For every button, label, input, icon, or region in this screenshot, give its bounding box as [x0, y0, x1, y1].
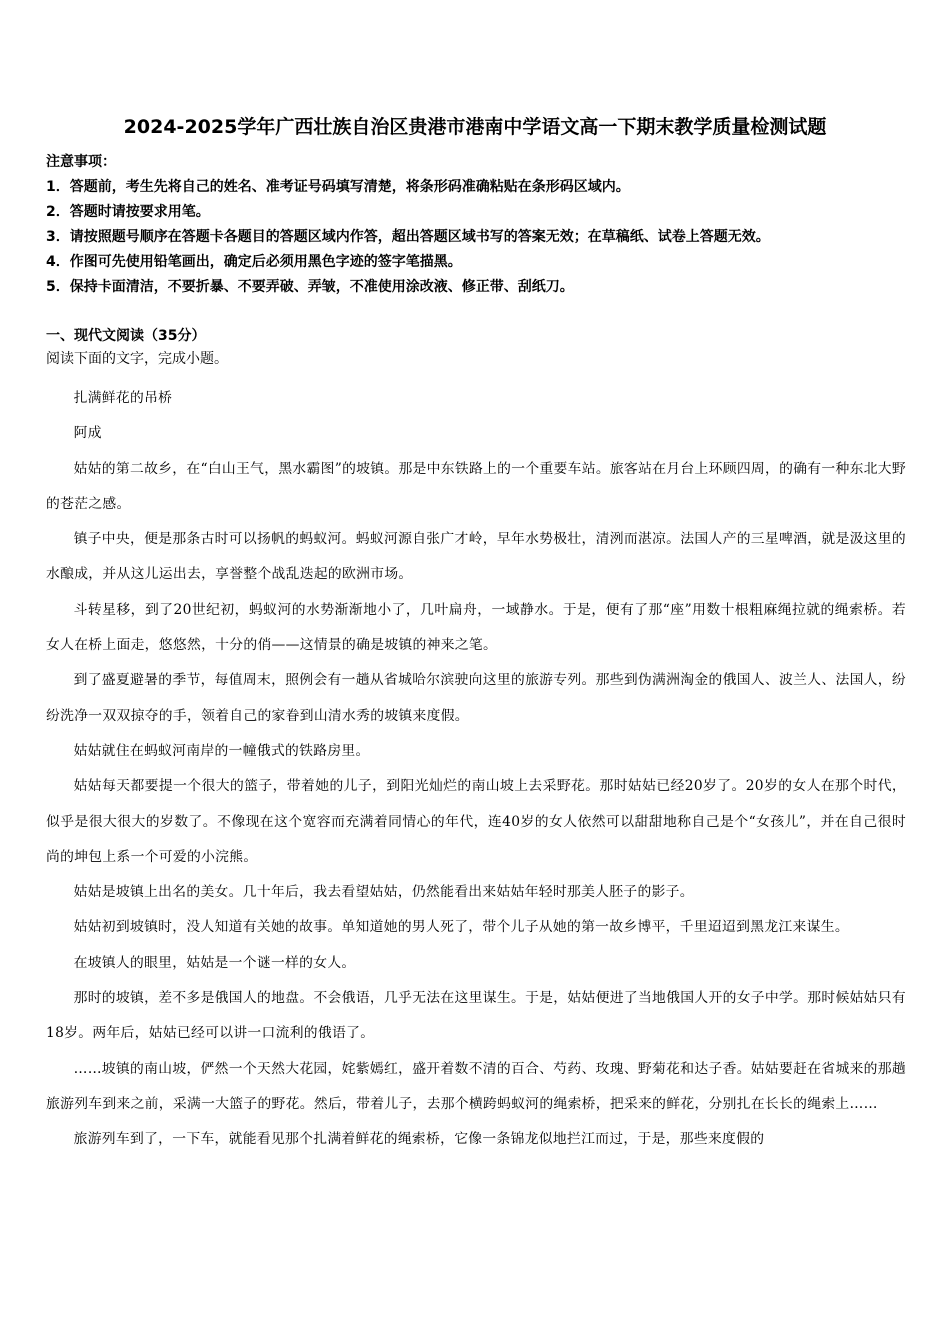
article-paragraph-7: 姑姑是坡镇上出名的美女。几十年后，我去看望姑姑，仍然能看出来姑姑年轻时那美人胚子的影子。: [73, 884, 694, 901]
article-paragraph-9: 在坡镇人的眼里，姑姑是一个谜一样的女人。: [73, 954, 356, 971]
notice-item-1: 1．答题前，考生先将自己的姓名、准考证号码填写清楚，将条形码准确粘贴在条形码区域内。: [46, 179, 630, 195]
article-title: 扎满鲜花的吊桥: [73, 390, 173, 406]
notice-item-2: 2．答题时请按要求用笔。: [46, 204, 210, 220]
notice-heading: 注意事项：: [46, 154, 116, 170]
reading-section: [46, 325, 916, 371]
notice-item-4: 4．作图可先使用铅笔画出，确定后必须用黑色字迹的签字笔描黑。: [46, 254, 462, 270]
article-paragraph-12: 旅游列车到了，一下车，就能看见那个扎满着鲜花的绳索桥，它像一条锦龙似地拦江而过，于是，那些来度假的: [73, 1131, 765, 1148]
article-author: 阿成: [73, 425, 102, 442]
article-paragraph-11: ……坡镇的南山坡，俨然一个天然大花园，姹紫嫣红，盛开着数不清的百合、芍药、玫瑰、野菊花和达子香。姑姑要赶在省城来的那趟旅游列车到来之前，采满一大篮子的野花。然后，带着儿子，去那个横跨蚂蚁河的绳索桥，把采来的鲜花，分别扎在长长的绳索上……: [46, 1060, 906, 1112]
article-paragraph-3: 斗转星移，到了20世纪初，蚂蚁河的水势渐渐地小了，几叶扁舟，一域静水。于是，便有了那“座”用数十根粗麻绳拉就的绳索桥。若女人在桥上面走，悠悠然，十分的俏——这情景的确是坡镇的神来之笔。: [46, 601, 906, 654]
article-paragraph-4: 到了盛夏避暑的季节，每值周末，照例会有一趟从省城哈尔滨驶向这里的旅游专列。那些到伪满洲淘金的俄国人、波兰人、法国人，纷纷洗净一双双掠夺的手，领着自己的家眷到山清水秀的坡镇来度假。: [46, 672, 906, 724]
article-paragraph-10: 那时的坡镇，差不多是俄国人的地盘。不会俄语，几乎无法在这里谋生。于是，姑姑便进了当地俄国人开的女子中学。那时候姑姑只有18岁。两年后，姑姑已经可以讲一口流利的俄语了。: [46, 990, 906, 1042]
section-instruction: 阅读下面的文字，完成小题。: [46, 351, 228, 367]
article-paragraph-5: 姑姑就住在蚂蚁河南岸的一幢俄式的铁路房里。: [73, 742, 370, 759]
notice-item-5: 5．保持卡面清洁，不要折暴、不要弄破、弄皱，不准使用涂改液、修正带、刮纸刀。: [46, 279, 574, 295]
article-paragraph-1: 姑姑的第二故乡，在“白山王气，黑水霸图”的坡镇。那是中东铁路上的一个重要车站。旅客站在月台上环顾四周，的确有一种东北大野的苍茫之感。: [46, 460, 906, 512]
article-paragraph-2: 镇子中央，便是那条古时可以扬帆的蚂蚁河。蚂蚁河源自张广才岭，早年水势极壮，清洌而湛凉。法国人产的三星啤酒，就是汲这里的水酿成，并从这儿运出去，享誉整个战乱迭起的欧洲市场。: [46, 531, 906, 583]
article-paragraph-8: 姑姑初到坡镇时，没人知道有关她的故事。单知道她的男人死了，带个儿子从她的第一故乡博平，千里迢迢到黑龙江来谋生。: [73, 919, 849, 936]
notice-item-3: 3．请按照题号顺序在答题卡各题目的答题区域内作答，超出答题区域书写的答案无效；在草稿纸、试卷上答题无效。: [46, 229, 770, 245]
notice-block: [46, 150, 916, 300]
section-title: 一、现代文阅读（35分）: [46, 328, 206, 344]
page-title: 2024-2025学年广西壮族自治区贵港市港南中学语文高一下期末教学质量检测试题: [123, 116, 827, 138]
article-paragraph-6: 姑姑每天都要提一个很大的篮子，带着她的儿子，到阳光灿烂的南山坡上去采野花。那时姑姑已经20岁了。20岁的女人在那个时代，似乎是很大很大的岁数了。不像现在这个宽容而充满着同情心的年代，连40岁的女人依然可以甜甜地称自己是个“女孩儿”，并在自己很时尚的坤包上系一个可爱的小浣熊。: [46, 778, 906, 865]
article-body: [46, 381, 906, 1158]
